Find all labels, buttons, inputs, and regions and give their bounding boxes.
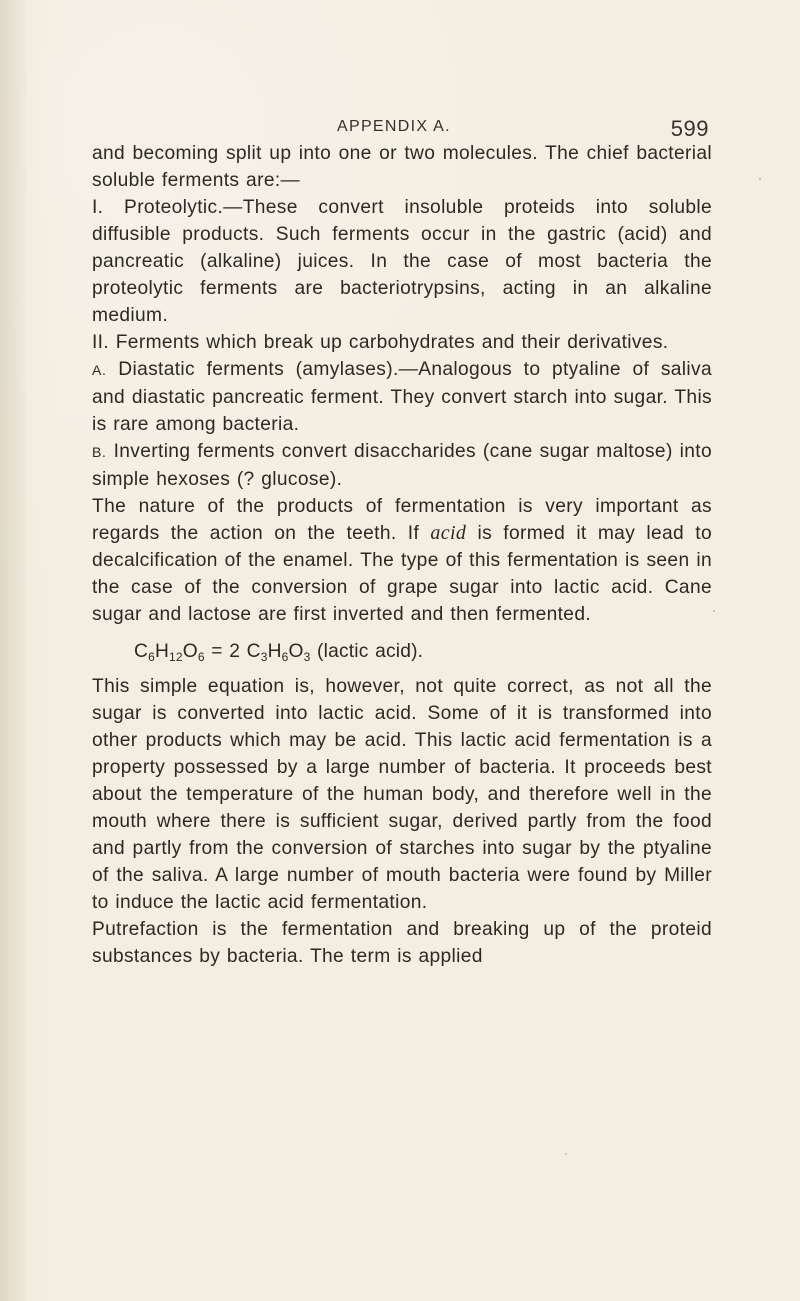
glucose-c: C	[134, 641, 149, 662]
chemical-equation	[92, 637, 712, 667]
glucose-h: H	[154, 641, 169, 662]
lactic-c: C	[246, 641, 261, 662]
paper-speck	[759, 178, 761, 180]
paragraph-inverting	[92, 438, 712, 493]
page-header	[337, 118, 717, 142]
subsection-text-diastatic: Diastatic ferments (amylases).—Analogous to ptyaline of saliva and diastatic pancreatic ferment. They convert starch into sugar. This is rare among bacteria.	[92, 359, 712, 435]
lactic-o-subscript: 3	[303, 650, 311, 664]
glucose-c-subscript: 6	[148, 650, 155, 664]
glucose-h-subscript: 12	[169, 650, 183, 664]
paragraph-diastatic	[92, 356, 712, 438]
paper-speck	[713, 610, 715, 612]
paragraph-carbohydrate-ferments	[92, 329, 712, 356]
section-number-i: I.	[92, 197, 104, 218]
glucose-o-subscript: 6	[197, 650, 205, 664]
equation-coefficient: 2	[229, 641, 241, 662]
equation-label: (lactic acid).	[310, 641, 424, 662]
paragraph-fermentation-products	[92, 493, 712, 628]
glucose-o: O	[182, 641, 198, 662]
running-head: APPENDIX A.	[337, 118, 451, 135]
paper-speck	[565, 1153, 567, 1155]
paragraph-intro: and becoming split up into one or two molecules. The chief bacterial soluble ferments are:—	[92, 143, 712, 191]
fermentation-text-before: The nature of the products of fermentation is very important as regards the action on the teeth. If	[92, 496, 712, 544]
body-text	[92, 140, 712, 970]
subsection-letter-a: A.	[92, 362, 107, 378]
section-text-carbohydrates: Ferments which break up carbohydrates and their derivatives.	[115, 332, 669, 353]
page-number: 599	[670, 116, 709, 141]
section-number-ii: II.	[92, 332, 110, 353]
lactic-h: H	[267, 641, 282, 662]
lactic-c-subscript: 3	[260, 650, 268, 664]
paragraph-lactic-fermentation: This simple equation is, however, not quite correct, as not all the sugar is converted into lactic acid. Some of it is transformed into other products which may be acid. This lactic acid fermentation is a property possessed by a large number of bacteria. It proceeds best about the temperature of the human body, and therefore well in the mouth where there is sufficient sugar, derived partly from the food and partly from the conversion of starches into sugar by the ptyaline of the saliva. A large number of mouth bacteria were found by Miller to induce the lactic acid fermentation.	[92, 676, 712, 913]
fermentation-text-after: is formed it may lead to decalcification of the enamel. The type of this fermentation is seen in the case of the conversion of grape sugar into lactic acid. Cane sugar and lactose are first inverted and then fermented.	[92, 523, 712, 625]
subsection-text-inverting: Inverting ferments convert disaccharides (cane sugar maltose) into simple hexoses (? glucose).	[92, 441, 712, 490]
paragraph-putrefaction: Putrefaction is the fermentation and breaking up of the proteid substances by bacteria. The term is applied	[92, 919, 712, 967]
section-text-proteolytic: Proteolytic.—These convert insoluble proteids into soluble diffusible products. Such ferments occur in the gastric (acid) and pancreatic (alkaline) juices. In the case of most bacteria the proteolytic ferments are bacteriotrypsins, acting in an alkaline medium.	[92, 197, 712, 326]
equals-sign: =	[204, 641, 230, 662]
lactic-h-subscript: 6	[281, 650, 289, 664]
page-spine-shadow	[0, 0, 26, 1301]
lactic-o: O	[288, 641, 304, 662]
paragraph-proteolytic	[92, 194, 712, 329]
italic-acid: acid	[430, 522, 467, 544]
subsection-letter-b: B.	[92, 444, 107, 460]
